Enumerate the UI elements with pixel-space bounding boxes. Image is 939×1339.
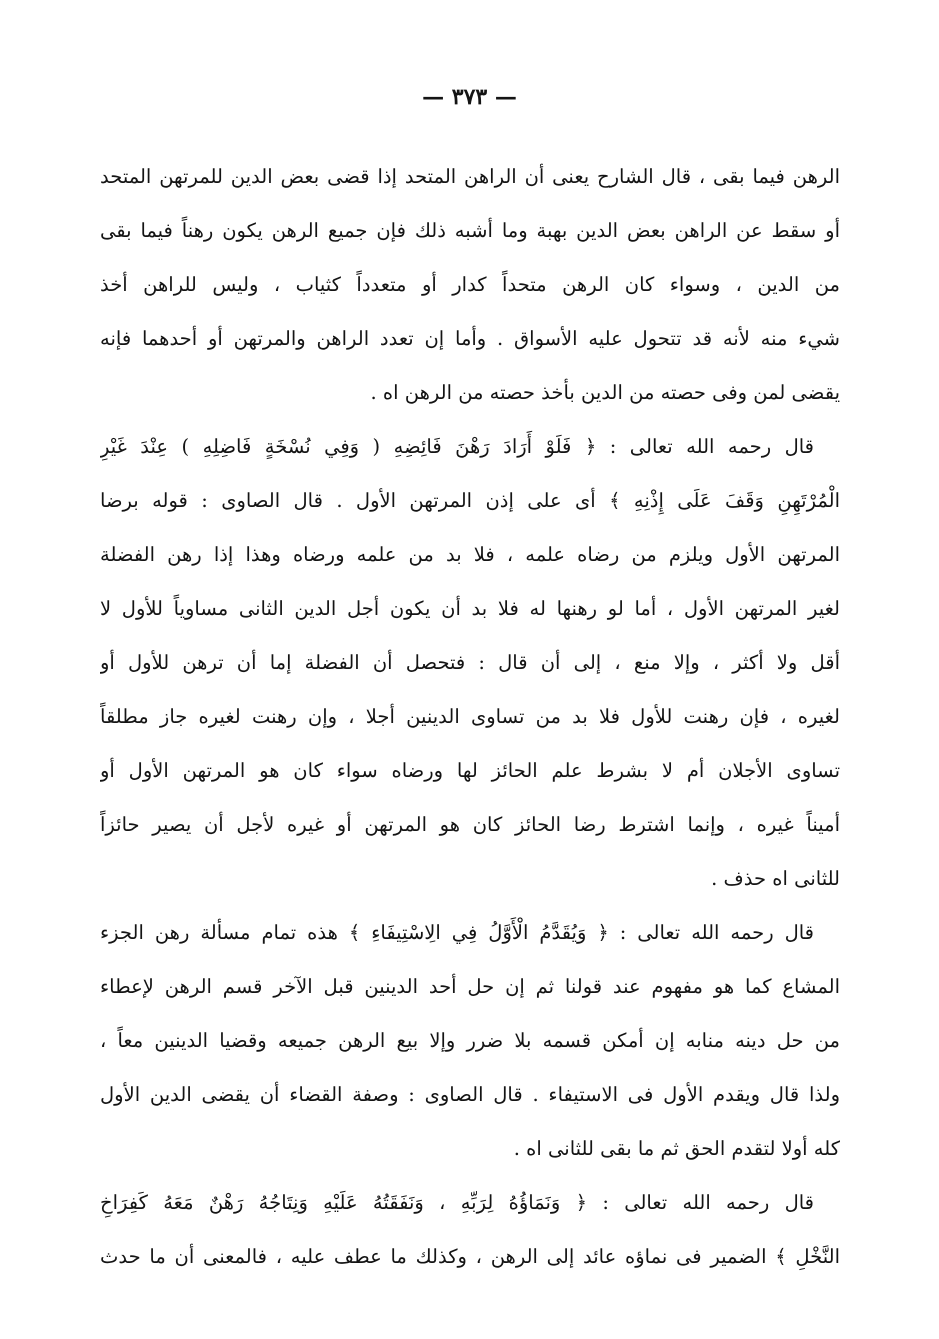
text-line: المرتهن الأول ويلزم من رضاه علمه ، فلا بد من علمه ورضاه وهذا إذا رهن الفضلة: [100, 543, 840, 566]
page-number: — ٣٧٣ —: [422, 84, 517, 110]
text-line: أقل ولا أكثر ، وإلا منع ، إلى أن قال : فتحصل أن الفضلة إما أن ترهن للأول أو: [100, 651, 840, 674]
text-line: لغير المرتهن الأول ، أما لو رهنها له فلا بد أن يكون أجل الدين الثانى مساوياً للأول لا: [100, 597, 840, 620]
text-line: ولذا قال ويقدم الأول فى الاستيفاء . قال الصاوى : وصفة القضاء أن يقضى الدين الأول: [100, 1083, 840, 1106]
body-text: [100, 150, 840, 1284]
text-line: قال رحمه الله تعالى : ﴿ فَلَوْ أَرَادَ رَهْنَ فَائِضِهِ ( وَفِي نُسْخَةٍ فَاضِلِهِ ) عِنْدَ غَيْرِ: [100, 435, 814, 458]
text-line: كله أولا لتقدم الحق ثم ما بقى للثانى اه .: [513, 1137, 840, 1160]
text-line: قال رحمه الله تعالى : ﴿ وَيُقَدَّمُ الْأَوَّلُ فِي الِاسْتِيفَاءِ ﴾ هذه تمام مسألة رهن الجزء: [100, 921, 814, 944]
text-line: المشاع كما هو مفهوم عند قولنا ثم إن حل أحد الدينين قبل الآخر قسم الرهن لإعطاء: [100, 975, 840, 998]
text-line: الرهن فيما بقى ، قال الشارح يعنى أن الراهن المتحد إذا قضى بعض الدين للمرتهن المتحد: [100, 165, 840, 188]
text-line: يقضى لمن وفى حصته من الدين بأخذ حصته من الرهن اه .: [370, 381, 840, 404]
text-line: لغيره ، فإن رهنت للأول فلا بد من تساوى الدينين أجلا ، وإن رهنت لغيره جاز مطلقاً: [100, 705, 840, 728]
text-line: تساوى الأجلان أم لا بشرط علم الحائز لها ورضاه سواء كان هو المرتهن الأول أو: [100, 759, 840, 782]
text-line: النَّخْلِ ﴾ الضمير فى نماؤه عائد إلى الرهن ، وكذلك ما عطف عليه ، فالمعنى أن ما حدث: [100, 1245, 840, 1268]
text-line: من الدين ، وسواء كان الرهن متحداً كدار أو متعدداً كثياب ، وليس للراهن أخذ: [100, 273, 840, 296]
text-line: أو سقط عن الراهن بعض الدين بهبة وما أشبه ذلك فإن جميع الرهن يكون رهناً فيما بقى: [100, 219, 840, 242]
text-line: شيء منه لأنه قد تتحول عليه الأسواق . وأما إن تعدد الراهن والمرتهن أو أحدهما فإنه: [100, 327, 840, 350]
text-line: قال رحمه الله تعالى : ﴿ وَنَمَاؤُهُ لِرَبِّهِ ، وَنَفَقَتُهُ عَلَيْهِ وَنِتَاجُهُ رَهْنٌ مَعَهُ كَفِرَاخِ: [100, 1191, 814, 1214]
text-line: للثانى اه حذف .: [711, 867, 840, 890]
text-line: أميناً غيره ، وإنما اشترط رضا الحائز كان هو المرتهن أو غيره لأجل أن يصير حائزاً: [100, 813, 840, 836]
text-line: الْمُرْتَهِنِ وَقَفَ عَلَى إِذْنِهِ ﴾ أى على إذن المرتهن الأول . قال الصاوى : قوله برضا: [100, 489, 840, 512]
text-line: من حل دينه منابه إن أمكن قسمه بلا ضرر وإلا بيع الرهن جميعه وقضيا الدينين معاً ،: [100, 1029, 840, 1052]
